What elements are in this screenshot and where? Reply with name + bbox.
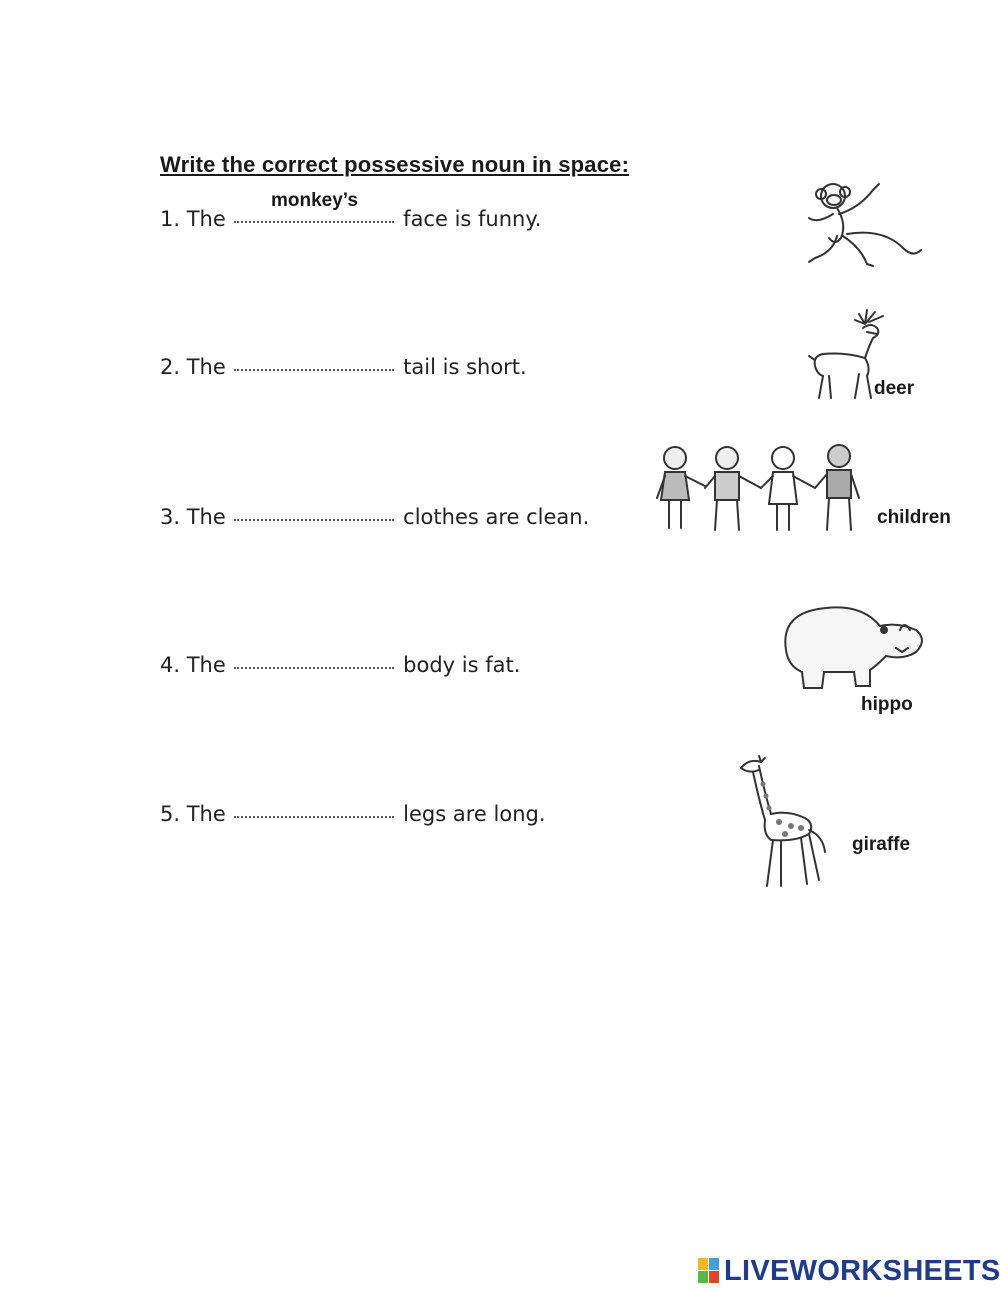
question-number: 4. <box>160 653 181 677</box>
label-children: children <box>877 507 951 528</box>
children-icon <box>655 442 869 538</box>
question-suffix: clothes are clean. <box>403 505 590 529</box>
question-number: 5. <box>160 802 181 826</box>
question-suffix: tail is short. <box>403 355 527 379</box>
hippo-icon <box>776 600 928 692</box>
dotted-line <box>234 519 394 521</box>
worksheet-heading: Write the correct possessive noun in space: <box>160 152 630 177</box>
label-giraffe: giraffe <box>852 834 911 855</box>
logo-text: LIVEWORKSHEETS <box>724 1254 1000 1287</box>
dotted-line <box>234 816 394 818</box>
label-deer: deer <box>874 378 915 399</box>
question-suffix: body is fat. <box>403 653 521 677</box>
question-2 <box>160 350 527 384</box>
answer-input-1[interactable] <box>232 188 396 214</box>
question-suffix: face is funny. <box>403 207 542 231</box>
answer-input-2[interactable] <box>232 336 396 362</box>
liveworksheets-logo <box>698 1254 1000 1288</box>
dotted-line <box>234 221 394 223</box>
liveworksheets-logo-icon <box>698 1258 720 1284</box>
dotted-line <box>234 667 394 669</box>
question-prefix: The <box>186 653 226 677</box>
question-3 <box>160 500 589 534</box>
question-prefix: The <box>186 207 226 231</box>
question-4 <box>160 648 520 682</box>
answer-blank-2[interactable] <box>232 350 396 374</box>
answer-blank-1[interactable] <box>232 202 396 226</box>
question-1 <box>160 202 541 236</box>
question-5 <box>160 797 546 831</box>
giraffe-icon <box>735 754 835 890</box>
question-number: 2. <box>160 355 181 379</box>
dotted-line <box>234 369 394 371</box>
answer-input-3[interactable] <box>232 486 396 512</box>
question-suffix: legs are long. <box>403 802 546 826</box>
monkey-icon <box>803 178 929 272</box>
label-hippo: hippo <box>861 694 913 715</box>
answer-blank-3[interactable] <box>232 500 396 524</box>
question-prefix: The <box>186 505 226 529</box>
answer-input-5[interactable] <box>232 783 396 809</box>
question-number: 3. <box>160 505 181 529</box>
answer-blank-4[interactable] <box>232 648 396 672</box>
question-prefix: The <box>186 802 226 826</box>
question-number: 1. <box>160 207 181 231</box>
answer-input-4[interactable] <box>232 634 396 660</box>
answer-blank-5[interactable] <box>232 797 396 821</box>
question-prefix: The <box>186 355 226 379</box>
